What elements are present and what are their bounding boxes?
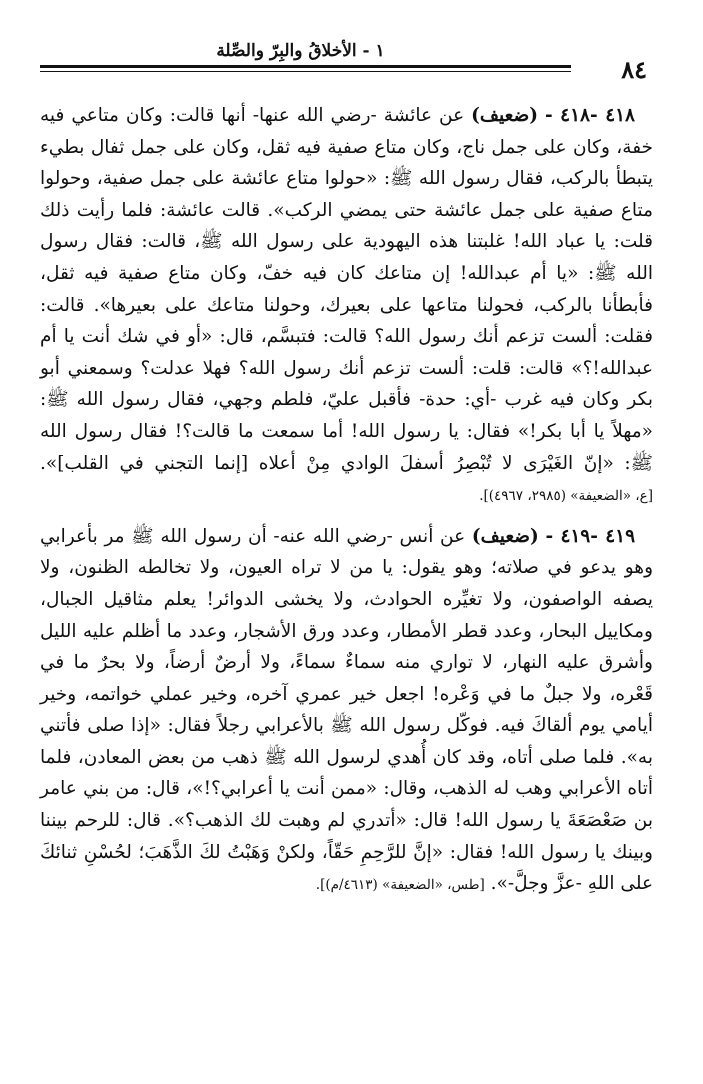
hadith-reference: [طس، «الضعيفة» (٤٦١٣/م)]. bbox=[315, 877, 485, 894]
hadith-entry bbox=[40, 521, 653, 900]
header-rule-thin bbox=[40, 71, 571, 72]
page-header bbox=[40, 40, 651, 84]
running-head: ١ - الأخلاقُ والبِرّ والصِّلة bbox=[216, 41, 385, 61]
hadith-number: ٤١٩ -٤١٩ - bbox=[545, 525, 636, 547]
hadith-text: عن عائشة -رضي الله عنها- أنها قالت: وكان متاعي فيه خفة، وكان على جمل ناج، وكان متاع صفية فيه ثقل، وكان على جمل ثفال بطيء يتبطأ بالركب، فقال رسول الله ﷺ: «حولوا متاع عائشة على جمل صفية، وحولوا متاع صفية على جمل عائشة حتى يمضي الركب». قالت عائشة: فلما رأيت ذلك قلت: يا عباد الله! غلبتنا هذه اليهودية على رسول الله ﷺ، قالت: فقال رسول الله ﷺ: «يا أم عبدالله! إن متاعك كان فيه خفّ، وكان متاع صفية فيه ثقل، فأبطأنا بالركب، فحولنا متاعها على بعيرك، وحولنا متاعك على بعيرها». قالت: فقلت: ألست تزعم أنك رسول الله؟ قالت: فتبسَّم، قال: «أو في شك أنت يا أم عبدالله!؟» قالت: قلت: ألست تزعم أنك رسول الله؟ فهلا عدلت؟ وسمعني أبو بكر وكان فيه غرب -أي: حدة- فأقبل عليّ، فلطم وجهي، فقال رسول الله ﷺ: «مهلاً يا أبا بكر!» فقال: يا رسول الله! أما سمعت ما قالت؟! فقال رسول الله ﷺ: «إنّ الغَيْرَى لا تُبْصِرُ أسفلَ الوادي مِنْ أعلاه [إنما التجني في القلب]». bbox=[40, 105, 653, 474]
hadith-reference: [ع، «الضعيفة» (٢٩٨٥، ٤٩٦٧)]. bbox=[479, 488, 653, 505]
hadith-entry bbox=[40, 100, 653, 511]
hadith-grade: (ضعيف) bbox=[471, 525, 539, 547]
hadith-number: ٤١٨ -٤١٨ - bbox=[544, 105, 635, 126]
page-number: ٨٤ bbox=[621, 55, 647, 84]
page-body bbox=[40, 100, 653, 900]
header-rule-thick bbox=[40, 65, 571, 68]
hadith-grade: (ضعيف) bbox=[471, 105, 538, 126]
hadith-text: عن أنس -رضي الله عنه- أن رسول الله ﷺ مر بأعرابي وهو يدعو في صلاته؛ وهو يقول: يا من لا تراه العيون، ولا تخالطه الظنون، ولا يصفه الواصفون، ولا تغيِّره الحوادث، ولا يخشى الدوائر! يعلم مثاقيل الجبال، ومكاييل البحار، وعدد قطر الأمطار، وعدد ورق الأشجار، وعدد ما أظلم عليه الليل وأشرق عليه النهار، لا تواري منه سماءٌ سماءً، ولا أرضٌ أرضاً، ولا بحرٌ ما في قَعْره، ولا جبلٌ ما في وَعْره! اجعل خير عمري آخره، وخير عملي خواتمه، وخير أيامي يوم ألقاكَ فيه. فوكّل رسول الله ﷺ بالأعرابي رجلاً فقال: «إذا صلى فأتني به». فلما صلى أتاه، وقد كان أُهدي لرسول الله ﷺ ذهب من بعض المعادن، فلما أتاه الأعرابي وهب له الذهب، وقال: «ممن أنت يا أعرابي؟!»، قال: من بني عامر بن صَعْصَعَةَ يا رسول الله! قال: «أتدري لم وهبت لك الذهب؟». قال: للرحم بيننا وبينك يا رسول الله! فقال: «إنَّ للرَّحِمِ حَقّاً، ولكنْ وَهَبْتُ لكَ الذَّهَبَ؛ لحُسْنِ ثنائكَ على اللهِ -عزَّ وجلَّ-». bbox=[40, 525, 653, 895]
